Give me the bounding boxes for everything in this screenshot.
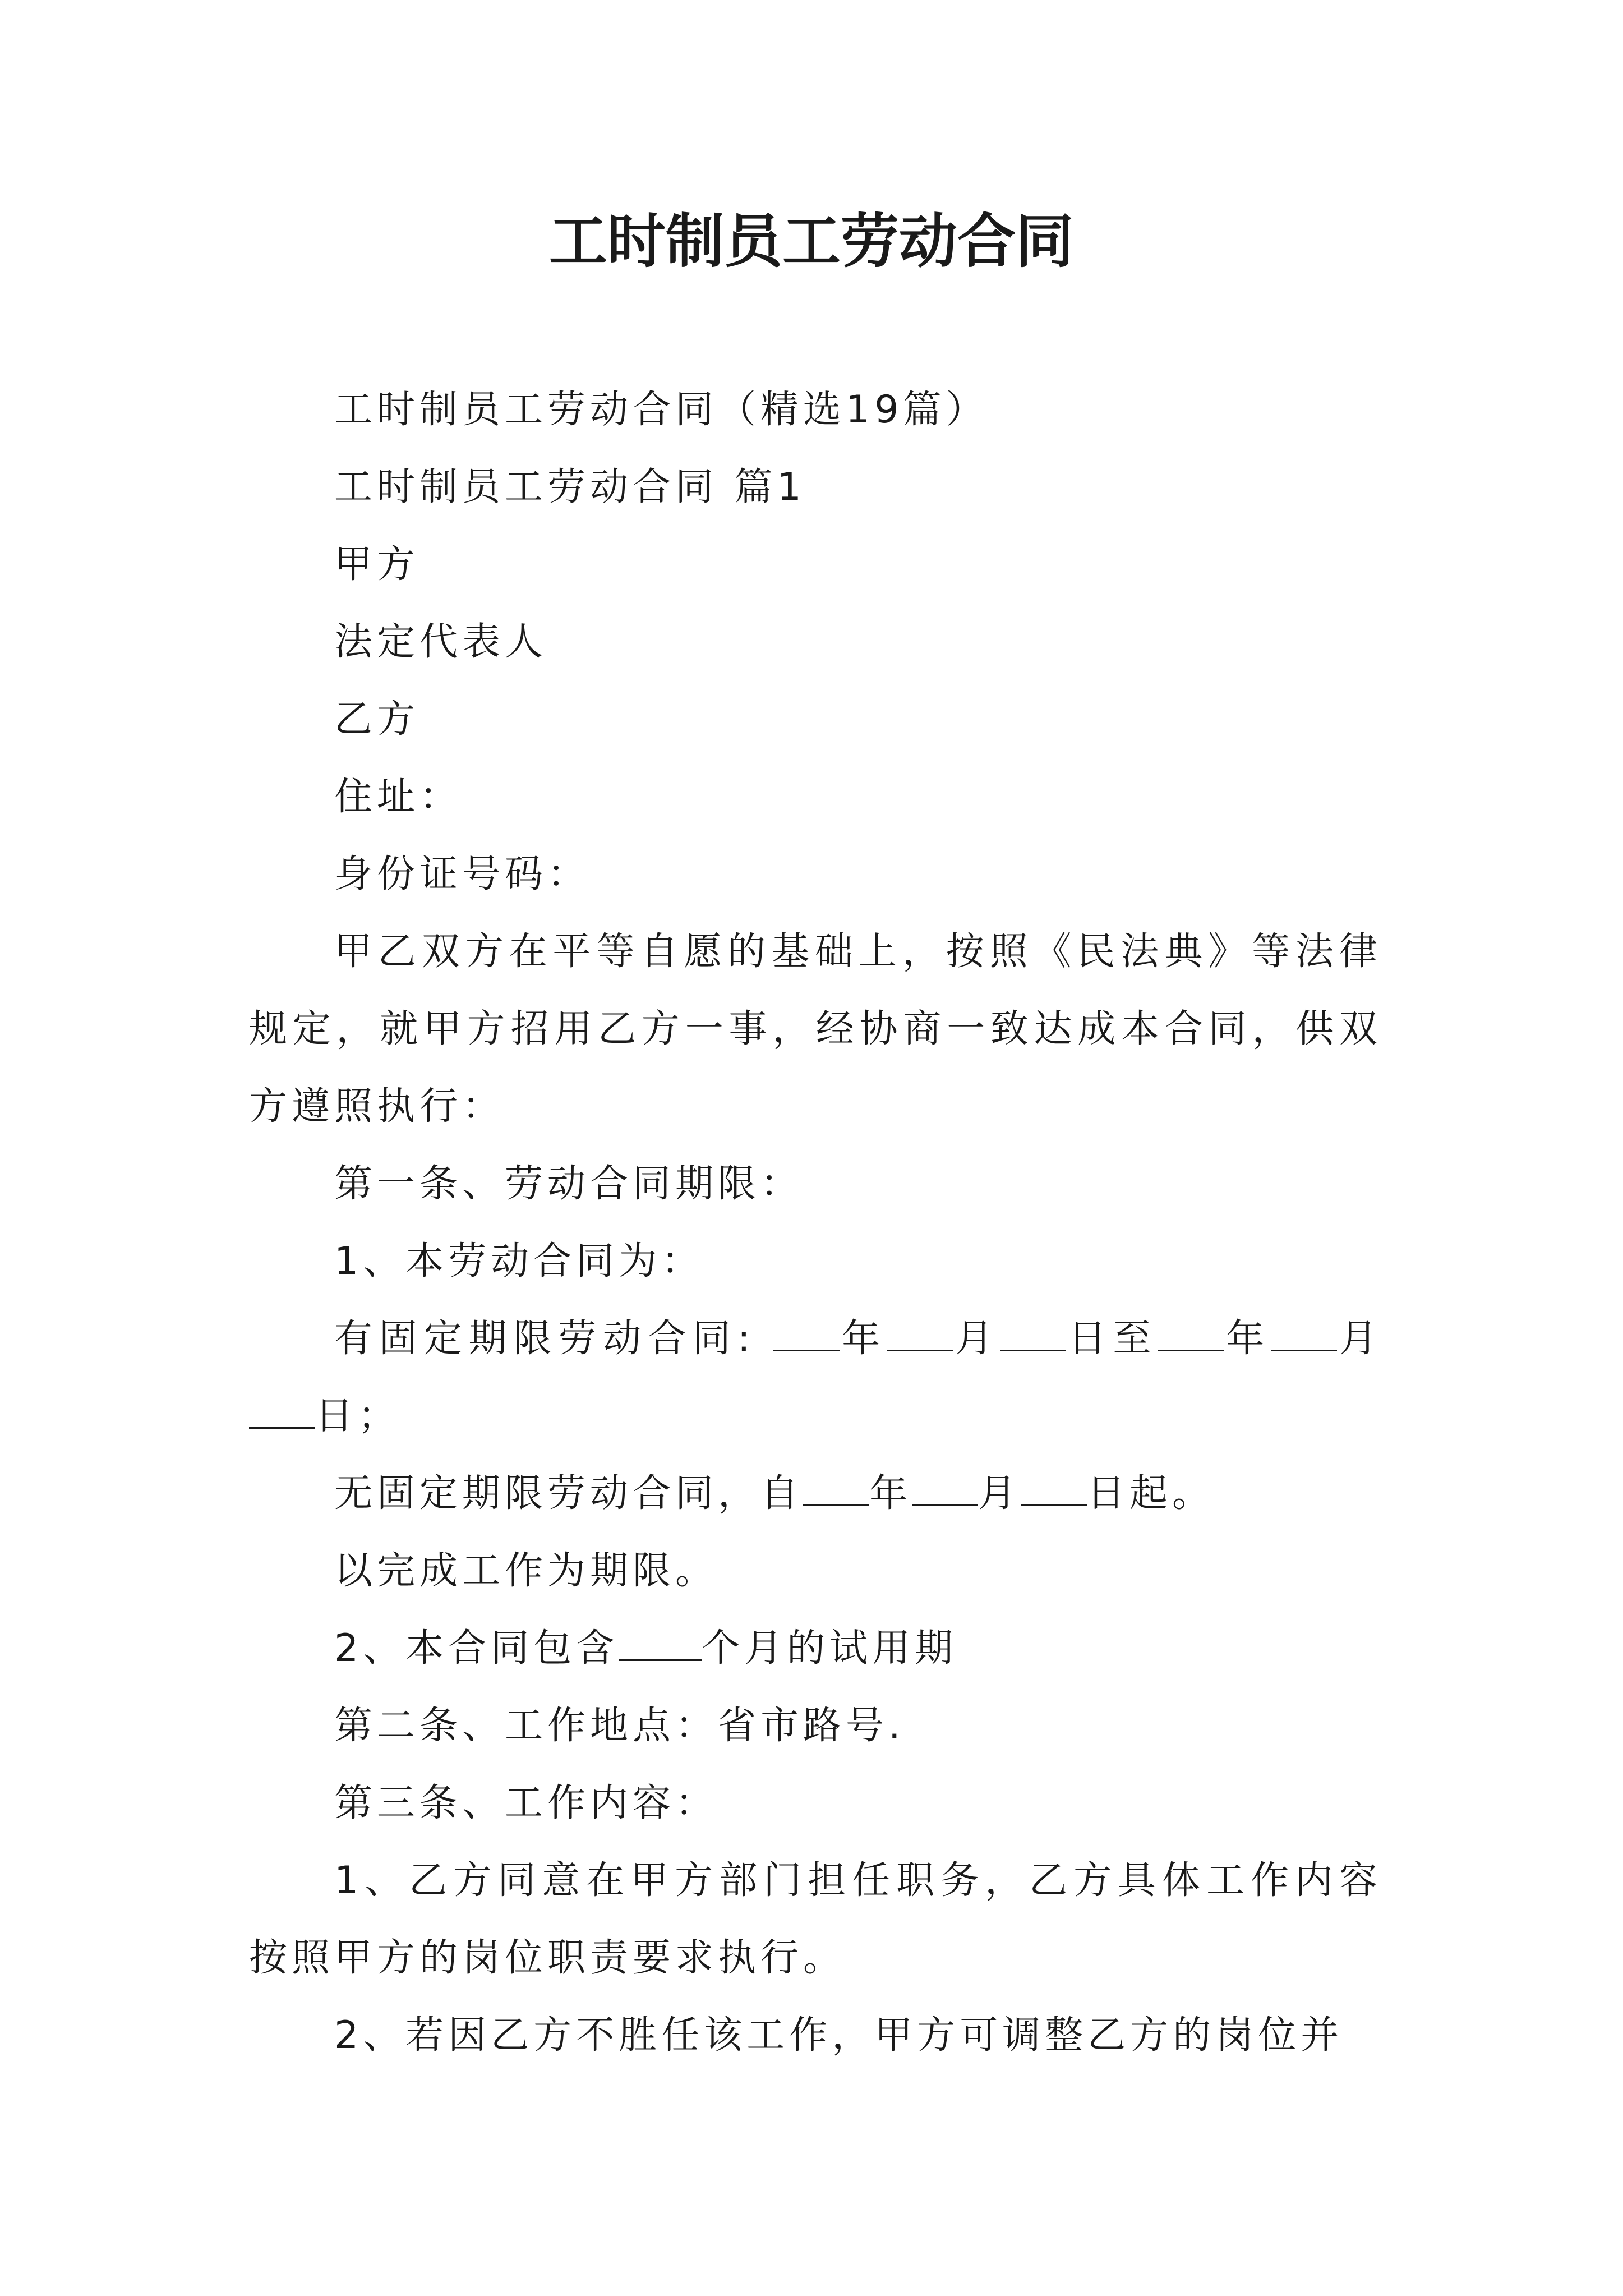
unit-month: 月 [978,1471,1021,1516]
unit-year: 年 [1224,1317,1271,1361]
blank-line [619,1626,702,1661]
blank-line [912,1471,978,1506]
paragraph-article-3: 第三条、工作内容： [334,1781,718,1825]
paragraph-fixed-term [249,1300,1382,1455]
paragraph-job-duties: 1、乙方同意在甲方部门担任职务，乙方具体工作内容按照甲方的岗位职责要求执行。 [249,1858,1382,1980]
probation-lead: 2、本合同包含 [334,1626,619,1671]
blank-line [1021,1471,1087,1506]
blank-line [803,1471,869,1506]
paragraph-article-2: 第二条、工作地点：省市路号. [334,1704,905,1748]
paragraph-task-term: 以完成工作为期限。 [334,1549,718,1593]
paragraph-id-number: 身份证号码： [334,852,591,896]
unit-month: 月 [1337,1317,1382,1361]
unit-year: 年 [840,1317,887,1361]
paragraph-party-a: 甲方 [334,542,420,587]
unit-day: 日； [315,1394,401,1438]
blank-line [1271,1316,1337,1351]
paragraph-article-1: 第一条、劳动合同期限： [334,1162,804,1206]
paragraph-job-adjustment: 2、若因乙方不胜任该工作，甲方可调整乙方的岗位并 [334,2013,1344,2058]
unit-month: 月 [952,1317,1000,1361]
paragraph-preamble: 甲乙双方在平等自愿的基础上，按照《民法典》等法律规定，就甲方招用乙方一事，经协商一致达成本合同，供双方遵照执行： [249,930,1382,1129]
blank-line [1158,1316,1224,1351]
document-title: 工时制员工劳动合同 [548,206,1074,275]
blank-line [773,1316,840,1351]
paragraph-address: 住址： [334,775,463,819]
unit-day-from: 日起。 [1087,1471,1215,1516]
blank-line [249,1393,315,1429]
unit-day-to: 日至 [1066,1317,1158,1361]
paragraph-open-term [249,1455,1382,1533]
probation-tail: 个月的试用期 [702,1626,958,1671]
open-term-lead: 无固定期限劳动合同，自 [334,1471,804,1516]
fixed-term-lead: 有固定期限劳动合同: [334,1317,755,1361]
blank-line [1000,1316,1066,1351]
paragraph-probation [249,1610,1382,1687]
blank-line [887,1316,953,1351]
paragraph-legal-representative: 法定代表人 [334,620,548,664]
paragraph-party-b: 乙方 [334,697,420,742]
unit-year: 年 [869,1471,912,1516]
paragraph-article-heading: 工时制员工劳动合同 篇1 [334,465,806,509]
paragraph-contract-type: 1、本劳动合同为： [334,1239,704,1283]
paragraph-collection-title: 工时制员工劳动合同（精选19篇） [334,388,989,432]
document-body [249,371,1382,2074]
